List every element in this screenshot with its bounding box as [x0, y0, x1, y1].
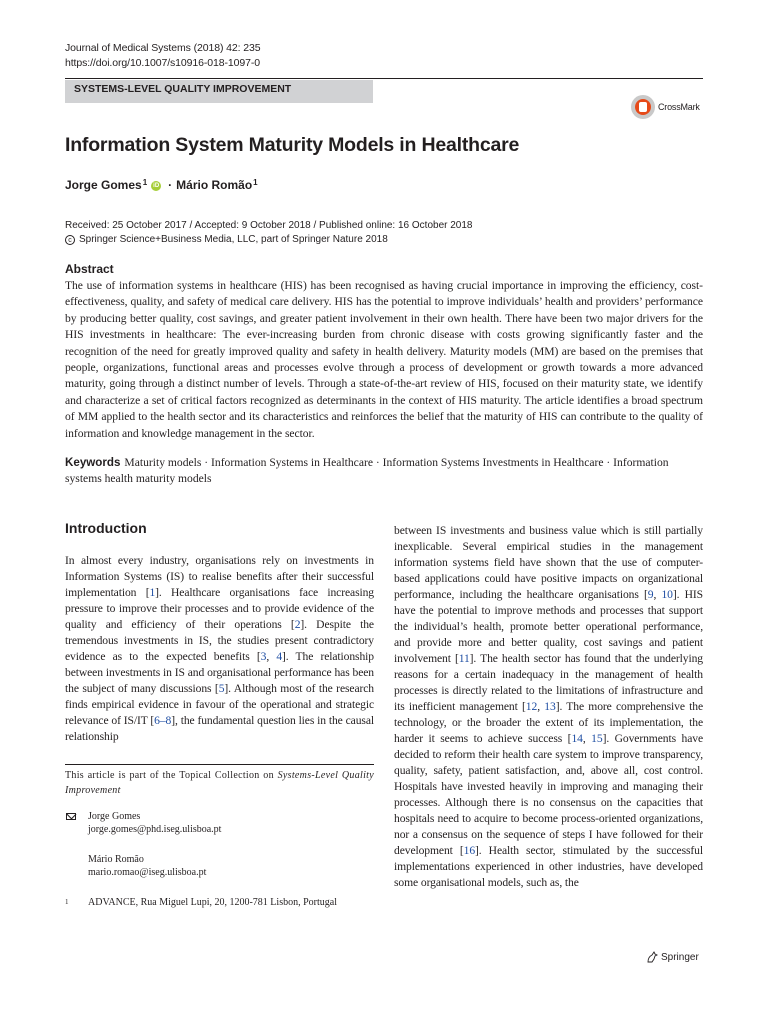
topical-collection-note: [65, 769, 374, 798]
author-name[interactable]: Jorge Gomes: [65, 178, 142, 192]
contact-block: [88, 810, 221, 836]
section-tag: SYSTEMS-LEVEL QUALITY IMPROVEMENT: [65, 80, 373, 103]
contact-email[interactable]: mario.romao@iseg.ulisboa.pt: [88, 867, 207, 878]
body-text: between IS investments and business value which is still partially inexplicable. Several empirical studies in the management information systems field have shown that the use of computer-based applications could have positive impacts on organizational performance, including the healthcare organisations [: [394, 524, 703, 601]
body-text: ]. Despite the tremendous investments in IS, the studies present contradictory evidence as to the expected benefits [: [65, 618, 374, 663]
affiliation-footnote: [65, 896, 337, 909]
citation-link[interactable]: 13: [544, 700, 556, 713]
orcid-icon[interactable]: iD: [153, 183, 160, 189]
author-affiliation-mark: 1: [142, 178, 148, 187]
journal-citation: Journal of Medical Systems (2018) 42: 235: [65, 42, 261, 54]
topical-collection-name: Systems-Level Quality Improvement: [65, 770, 374, 796]
keywords: [65, 455, 703, 487]
crossmark-label: CrossMark: [658, 102, 700, 112]
copyright-icon: c: [65, 235, 75, 245]
article-title: Information System Maturity Models in Healthcare: [65, 134, 520, 156]
abstract-heading: Abstract: [65, 262, 114, 276]
author-name[interactable]: Mário Romão: [176, 178, 253, 192]
keywords-text: Maturity models · Information Systems in Healthcare · Information Systems Investments in Healthcare · Information systems health maturity models: [65, 456, 669, 485]
body-text: ], the fundamental question lies in the causal relationship: [65, 714, 374, 743]
doi-link[interactable]: https://doi.org/10.1007/s10916-018-1097-0: [65, 57, 260, 69]
citation-link[interactable]: 14: [571, 732, 583, 745]
body-text: ]. The relationship between investments in IS and organisational performance has been the subject of many discussions [: [65, 650, 374, 695]
citation-link[interactable]: 3: [260, 650, 267, 663]
publication-dates: Received: 25 October 2017 / Accepted: 9 October 2018 / Published online: 16 October 2018: [65, 220, 473, 231]
body-text: ]. Governments have decided to reform their health care system to improve transparency, quality, safety, patient satisfaction, and, above all, cost control. Hospitals have invested heavily in improving and managing their processes. Although there is no consensus on the capacities that hospitals need to acquire to become process-oriented organizations, nor a consensus on the sequence of steps I have followed for their development [: [394, 732, 703, 857]
citation-link[interactable]: 6–8: [154, 714, 172, 727]
contact-email[interactable]: jorge.gomes@phd.iseg.ulisboa.pt: [88, 824, 222, 835]
citation-link[interactable]: 11: [458, 652, 470, 665]
body-text: ,: [582, 732, 592, 745]
body-text: ]. The more comprehensive the technology, or the broader the extent of its implementation, the harder it seems to achieve success [: [394, 700, 704, 745]
envelope-icon: [66, 813, 76, 820]
body-text: ,: [537, 700, 545, 713]
author-affiliation-mark: 1: [253, 178, 258, 187]
body-text: ]. Health sector, stimulated by the successful implementations experienced in other industries, have developed some organisational models, such as, the: [394, 844, 703, 889]
citation-link[interactable]: 15: [591, 732, 603, 745]
body-text: ]. Although most of the research finds empirical evidence in favour of the operational and strategic relevance of IS/IT [: [65, 682, 374, 727]
springer-horse-icon: [646, 951, 658, 963]
body-text: In almost every industry, organisations rely on investments in Information Systems (IS) to realise benefits after their successful implementation: [65, 554, 374, 599]
citation-link[interactable]: 9: [647, 588, 654, 601]
body-text: ,: [266, 650, 277, 663]
crossmark-icon: [631, 95, 655, 119]
affiliation-text: ADVANCE, Rua Miguel Lupi, 20, 1200-781 Lisbon, Portugal: [88, 897, 337, 908]
citation-link[interactable]: 2: [294, 618, 301, 631]
citation-link[interactable]: 16: [463, 844, 476, 857]
body-text: ,: [653, 588, 662, 601]
keywords-label: Keywords: [65, 456, 121, 469]
body-text: [: [145, 586, 150, 599]
topical-prefix: This article is part of the Topical Collection on: [65, 770, 278, 781]
contact-name: Mário Romão: [88, 854, 144, 865]
footnote-rule: [65, 764, 374, 765]
affiliation-number: 1: [65, 898, 69, 906]
body-text: ]. Healthcare organisations face increasing pressure to improve their processes and to provide evidence of the quality and efficiency of their operations [: [65, 586, 375, 631]
introduction-right-column: [394, 523, 703, 891]
author-list: [65, 178, 258, 192]
citation-link[interactable]: 5: [218, 682, 225, 695]
citation-link[interactable]: 4: [276, 650, 283, 663]
author-separator: ·: [168, 178, 173, 192]
contact-name: Jorge Gomes: [88, 811, 141, 822]
introduction-left-column: [65, 553, 374, 745]
citation-link[interactable]: 1: [149, 586, 156, 599]
copyright-text: Springer Science+Business Media, LLC, part of Springer Nature 2018: [79, 234, 388, 245]
publisher-name: Springer: [661, 951, 699, 963]
copyright-notice: [65, 234, 388, 245]
crossmark-badge[interactable]: [631, 93, 703, 121]
publisher-logo: [646, 951, 699, 963]
body-text: ]. HIS have the potential to improve methods and processes that support the individual’s health, promote better operational performance, and provide more and better quality, cost savings and patient involvement [: [394, 588, 703, 665]
contact-block: [88, 853, 206, 879]
citation-link[interactable]: 12: [525, 700, 538, 713]
introduction-heading: Introduction: [65, 520, 147, 536]
body-text: ]. The health sector has found that the underlying reasons for a certain inadequacy in the management of health processes is directly related to the limitations of infrastructure and its inefficient management [: [394, 652, 703, 713]
abstract-text: The use of information systems in healthcare (HIS) has been recognised as having crucial importance in improving the efficiency, cost-effectiveness, quality, and safety of medical care delivery. HIS has the potential to improve individuals’ health and providers’ performance by producing better quality, cost savings, and greater patient involvement in their own health. There have been two major drivers for the HIS investments in healthcare: The ever-increasing burden from chronic disease with costs growing significantly faster and the recognition of the need for greatly improved quality and safety in health delivery. Maturity models (MM) are based on the premises that people, organizations, functional areas and processes evolve through a process of development or growth towards a more advanced maturity, going through a distinct number of levels. Through a state-of-the-art review of HIS, focused on their maturity state, we identify and characterize a set of critical factors recognized as determinants in the context of HIS maturity. The article identifies a broad spectrum of MM applied to the health sector and its characteristics and reinforces the belief that the maturity of HIS can contribute to the quality of information and knowledge management in the sector.: [65, 279, 703, 440]
citation-link[interactable]: 10: [661, 588, 673, 601]
